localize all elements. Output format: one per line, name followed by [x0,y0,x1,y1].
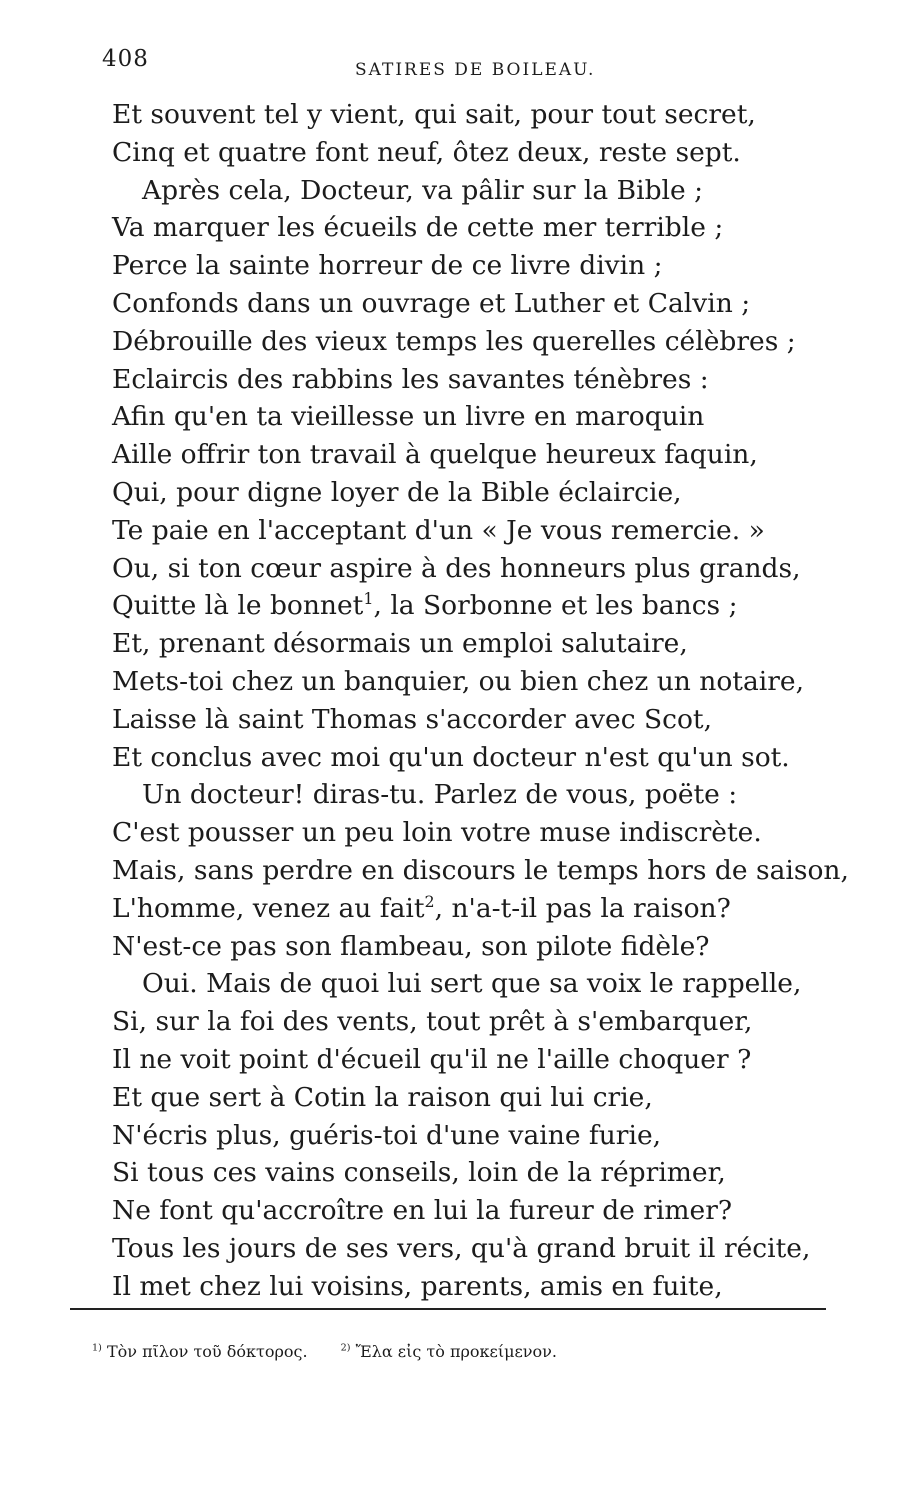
verse-text: Il ne voit point d'écueil qu'il ne l'aille choquer ? [112,1043,752,1075]
verse-line [112,209,812,247]
verse-text: Qui, pour digne loyer de la Bible éclaircie, [112,476,682,508]
verse-line [112,512,812,550]
running-title: SATIRES DE BOILEAU. [355,60,596,80]
verse-text: Quitte là le bonnet [112,590,364,622]
verse-text: Ne font qu'accroître en lui la fureur de rimer? [112,1195,733,1227]
verse-text: Afin qu'en ta vieillesse un livre en maroquin [112,401,705,433]
footnote-marker: 2) [340,1342,351,1354]
verse-line [112,550,812,588]
verse-text: Te paie en l'acceptant d'un « Je vous remercie. » [112,514,765,546]
verse-line [112,890,812,928]
verse-text: Mets-toi chez un banquier, ou bien chez un notaire, [112,665,804,697]
verse-text: Débrouille des vieux temps les querelles célèbres ; [112,325,796,357]
verse-text: Mais, sans perdre en discours le temps hors de saison, [112,854,849,886]
footnote-reference: 1 [363,589,374,609]
verse-line [112,1230,812,1268]
verse-line [112,1041,812,1079]
footnote-1 [92,1342,308,1361]
verse-text: N'écris plus, guéris-toi d'une vaine furie, [112,1119,662,1151]
footnote-2 [341,1342,557,1361]
footnote-marker: 1) [92,1342,102,1354]
verse-line [112,285,812,323]
verse-line [112,1192,812,1230]
verse-line [112,928,812,966]
verse-line [112,625,812,663]
page-number: 408 [102,46,149,72]
poem-text [112,96,849,1306]
verse-line [112,247,812,285]
footnotes [92,1342,585,1361]
verse-text: N'est-ce pas son flambeau, son pilote fidèle? [112,930,710,962]
verse-line [112,1003,812,1041]
verse-line [112,852,849,890]
verse-text: L'homme, venez au fait [112,892,425,924]
verse-line [112,474,812,512]
verse-text: Et que sert à Cotin la raison qui lui crie, [112,1081,653,1113]
verse-text: Et souvent tel y vient, qui sait, pour tout secret, [112,99,756,130]
verse-text-continued: , n'a-t-il pas la raison? [434,892,731,924]
verse-line [112,739,812,777]
verse-text: Aille offrir ton travail à quelque heureux faquin, [112,439,758,471]
verse-line [112,587,812,625]
verse-text: Si tous ces vains conseils, loin de la réprimer, [112,1157,726,1189]
verse-line [112,323,812,361]
verse-text: Et, prenant désormais un emploi salutaire, [112,628,688,660]
verse-text: Un docteur! diras-tu. Parlez de vous, poëte : [142,779,738,811]
verse-line [112,436,812,474]
verse-text: Et conclus avec moi qu'un docteur n'est qu'un sot. [112,741,790,773]
verse-text: Après cela, Docteur, va pâlir sur la Bible ; [142,174,704,206]
verse-line [112,701,812,739]
footnote-reference: 2 [424,891,435,911]
verse-line [112,663,812,701]
verse-line [112,172,812,210]
footnote-rule [70,1308,826,1310]
verse-text: Laisse là saint Thomas s'accorder avec Scot, [112,703,713,735]
verse-line [112,134,812,172]
verse-text: Va marquer les écueils de cette mer terrible ; [112,212,724,244]
verse-line [112,398,812,436]
verse-line [112,965,812,1003]
verse-line [112,96,812,134]
verse-text-continued: , la Sorbonne et les bancs ; [373,590,738,622]
verse-text: Il met chez lui voisins, parents, amis en fuite, [112,1270,723,1302]
verse-line [112,361,812,399]
verse-line [112,814,812,852]
verse-line [112,1154,812,1192]
footnote-text: Τὸν πῖλον τοῦ δόκτορος. [106,1342,308,1361]
verse-text: Ou, si ton cœur aspire à des honneurs plus grands, [112,552,801,584]
verse-line [112,776,812,814]
verse-line [112,1268,812,1306]
verse-text: Confonds dans un ouvrage et Luther et Calvin ; [112,287,751,319]
footnote-text: Ἔλα εἰς τὸ προκείμενον. [355,1342,557,1361]
verse-text: Perce la sainte horreur de ce livre divin ; [112,250,663,282]
verse-text: Cinq et quatre font neuf, ôtez deux, reste sept. [112,136,741,168]
verse-line [112,1117,812,1155]
verse-text: Si, sur la foi des vents, tout prêt à s'embarquer, [112,1006,753,1038]
verse-line [112,1079,812,1117]
verse-text: Eclaircis des rabbins les savantes ténèbres : [112,363,709,395]
verse-text: Oui. Mais de quoi lui sert que sa voix le rappelle, [142,968,802,1000]
verse-text: Tous les jours de ses vers, qu'à grand bruit il récite, [112,1232,811,1264]
verse-text: C'est pousser un peu loin votre muse indiscrète. [112,817,762,849]
